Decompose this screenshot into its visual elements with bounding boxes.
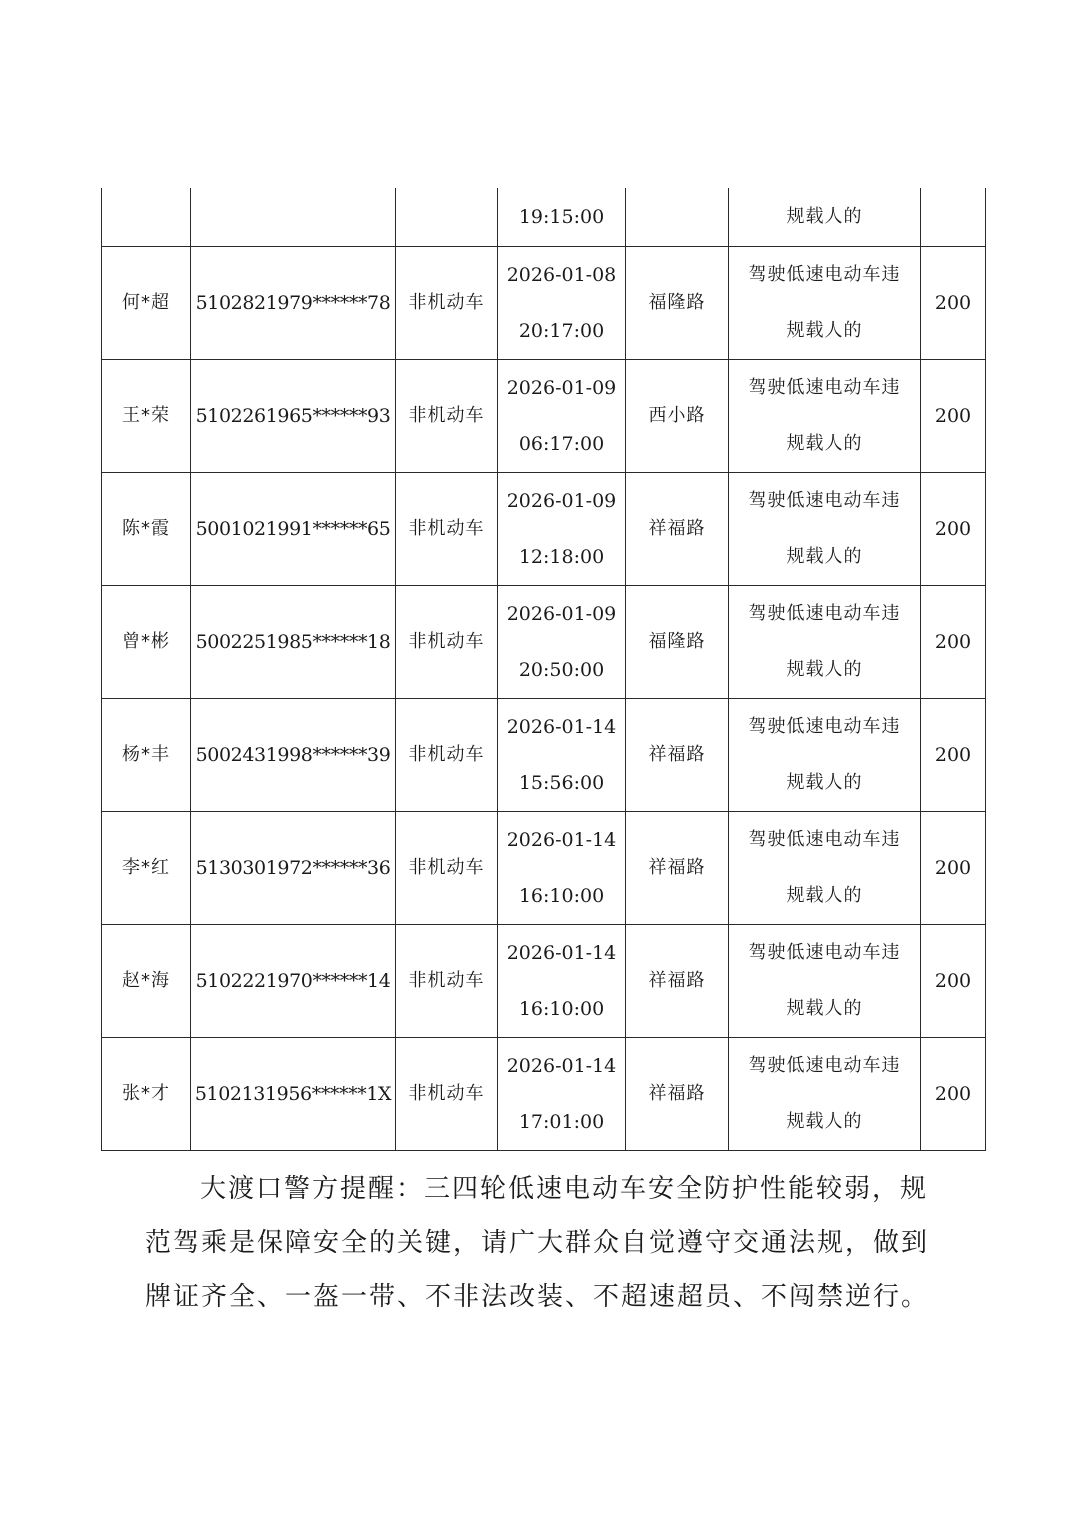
name-cell: 陈*霞: [102, 473, 191, 586]
reason-line-1: 驾驶低速电动车违: [748, 264, 901, 285]
reason-line-2: 规载人的: [786, 659, 863, 680]
reason-line-2: 规载人的: [786, 772, 863, 793]
time-text: 16:10:00: [518, 885, 605, 907]
id-cell: [191, 188, 396, 247]
reason-cell: [729, 247, 921, 360]
time-text: 20:17:00: [518, 320, 605, 342]
fine-cell: 200: [921, 925, 986, 1038]
place-cell: 祥福路: [626, 699, 729, 812]
reason-cell: [729, 812, 921, 925]
reason-line-1: 驾驶低速电动车违: [748, 377, 901, 398]
time-text: 12:18:00: [518, 546, 605, 568]
fine-cell: 200: [921, 699, 986, 812]
reason-line-2: 规载人的: [786, 885, 863, 906]
reason-line-2: 规载人的: [786, 433, 863, 454]
place-cell: [626, 188, 729, 247]
reason-cell: [729, 473, 921, 586]
reason-cell: [729, 586, 921, 699]
vehicle-cell: [396, 188, 498, 247]
table-row: [102, 360, 986, 473]
violation-table: [101, 188, 986, 1151]
reason-cell: [729, 699, 921, 812]
reason-cell: [729, 360, 921, 473]
name-cell: 何*超: [102, 247, 191, 360]
reason-line-1: 驾驶低速电动车违: [748, 603, 901, 624]
date-text: 2026-01-14: [506, 716, 617, 738]
place-cell: 福隆路: [626, 586, 729, 699]
vehicle-type-cell: 非机动车: [396, 586, 498, 699]
place-cell: 祥福路: [626, 925, 729, 1038]
datetime-cell: [498, 586, 626, 699]
table-row-partial: [102, 188, 986, 247]
reason-line-1: 驾驶低速电动车违: [748, 490, 901, 511]
police-reminder: 大渡口警方提醒：三四轮低速电动车安全防护性能较弱，规范驾乘是保障安全的关键，请广大群众自觉遵守交通法规，做到牌证齐全、一盔一带、不非法改装、不超速超员、不闯禁逆行。: [145, 1174, 930, 1312]
fine-cell: 200: [921, 812, 986, 925]
date-text: 2026-01-14: [506, 942, 617, 964]
place-cell: 祥福路: [626, 812, 729, 925]
reason-line-2: 规载人的: [786, 320, 863, 341]
time-text: 15:56:00: [518, 772, 605, 794]
reason-cell: 规载人的: [729, 188, 921, 247]
datetime-cell: [498, 473, 626, 586]
reason-line-1: 驾驶低速电动车违: [748, 1055, 901, 1076]
vehicle-type-cell: 非机动车: [396, 247, 498, 360]
name-cell: 张*才: [102, 1038, 191, 1151]
datetime-cell: [498, 812, 626, 925]
table-row: [102, 699, 986, 812]
fine-cell: 200: [921, 473, 986, 586]
fine-cell: 200: [921, 360, 986, 473]
date-text: 2026-01-08: [506, 264, 617, 286]
id-cell: 5102261965******93: [191, 360, 396, 473]
name-cell: 曾*彬: [102, 586, 191, 699]
table-row: [102, 925, 986, 1038]
table-row: [102, 1038, 986, 1151]
reason-line-2: 规载人的: [786, 546, 863, 567]
time-text: 06:17:00: [518, 433, 605, 455]
fine-cell: [921, 188, 986, 247]
reason-line-2: 规载人的: [786, 1111, 863, 1132]
datetime-cell: [498, 360, 626, 473]
table-row: [102, 473, 986, 586]
time-cell: 19:15:00: [498, 188, 626, 247]
vehicle-type-cell: 非机动车: [396, 812, 498, 925]
datetime-cell: [498, 925, 626, 1038]
datetime-cell: [498, 247, 626, 360]
id-cell: 5102821979******78: [191, 247, 396, 360]
name-cell: 李*红: [102, 812, 191, 925]
id-cell: 5130301972******36: [191, 812, 396, 925]
reason-cell: [729, 1038, 921, 1151]
id-cell: 5102131956******1X: [191, 1038, 396, 1151]
date-text: 2026-01-09: [506, 490, 617, 512]
time-text: 16:10:00: [518, 998, 605, 1020]
id-cell: 5002431998******39: [191, 699, 396, 812]
name-cell: 赵*海: [102, 925, 191, 1038]
fine-cell: 200: [921, 586, 986, 699]
vehicle-type-cell: 非机动车: [396, 699, 498, 812]
id-cell: 5102221970******14: [191, 925, 396, 1038]
reason-cell: [729, 925, 921, 1038]
reason-line-2: 规载人的: [786, 998, 863, 1019]
place-cell: 祥福路: [626, 1038, 729, 1151]
vehicle-type-cell: 非机动车: [396, 473, 498, 586]
fine-cell: 200: [921, 1038, 986, 1151]
fine-cell: 200: [921, 247, 986, 360]
place-cell: 祥福路: [626, 473, 729, 586]
date-text: 2026-01-09: [506, 603, 617, 625]
time-text: 20:50:00: [518, 659, 605, 681]
name-cell: [102, 188, 191, 247]
reason-line-1: 驾驶低速电动车违: [748, 942, 901, 963]
datetime-cell: [498, 1038, 626, 1151]
reason-line-1: 驾驶低速电动车违: [748, 829, 901, 850]
date-text: 2026-01-14: [506, 1055, 617, 1077]
place-cell: 福隆路: [626, 247, 729, 360]
vehicle-type-cell: 非机动车: [396, 925, 498, 1038]
id-cell: 5002251985******18: [191, 586, 396, 699]
datetime-cell: [498, 699, 626, 812]
name-cell: 王*荣: [102, 360, 191, 473]
date-text: 2026-01-09: [506, 377, 617, 399]
table-row: [102, 247, 986, 360]
name-cell: 杨*丰: [102, 699, 191, 812]
vehicle-type-cell: 非机动车: [396, 1038, 498, 1151]
place-cell: 西小路: [626, 360, 729, 473]
id-cell: 5001021991******65: [191, 473, 396, 586]
time-text: 17:01:00: [518, 1111, 605, 1133]
table-row: [102, 586, 986, 699]
reason-line-1: 驾驶低速电动车违: [748, 716, 901, 737]
vehicle-type-cell: 非机动车: [396, 360, 498, 473]
date-text: 2026-01-14: [506, 829, 617, 851]
table-row: [102, 812, 986, 925]
